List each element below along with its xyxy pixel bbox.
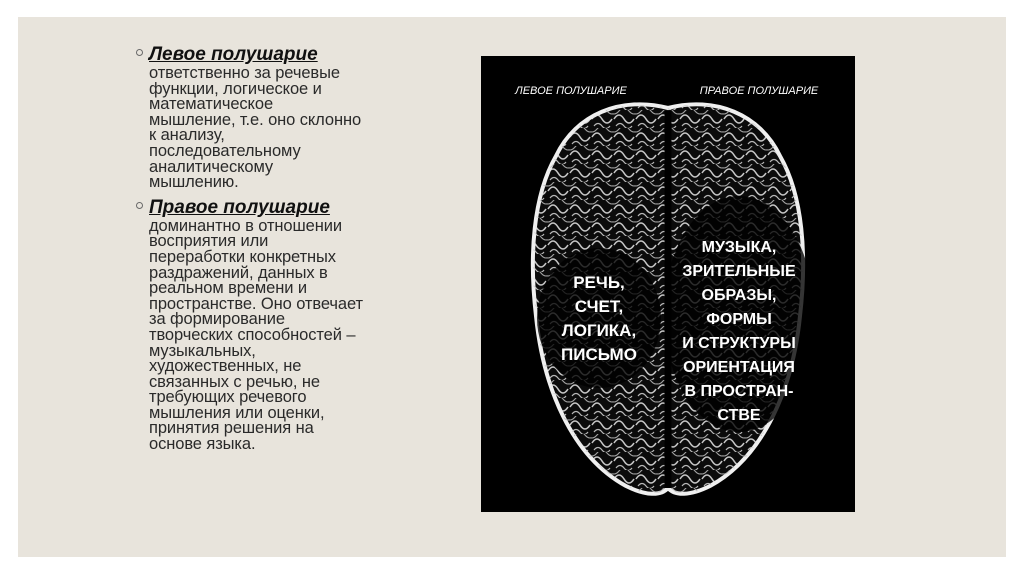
- left-function-line: РЕЧЬ,: [573, 273, 625, 292]
- bullet-line: раздражений, данных в: [149, 263, 328, 282]
- figure-left-heading: ЛЕВОЕ ПОЛУШАРИЕ: [515, 85, 627, 97]
- bullet-line: мышление, т.е. оно склонно: [149, 110, 362, 129]
- left-function-line: СЧЕТ,: [574, 297, 624, 316]
- right-function-line: И СТРУКТУРЫ: [682, 335, 796, 352]
- bullet-line: переработки конкретных: [149, 247, 336, 266]
- bullet-line: требующих речевого: [149, 388, 307, 407]
- slide: [18, 17, 1006, 557]
- right-function-line: ОРИЕНТАЦИЯ: [683, 359, 795, 376]
- left-function-line: ЛОГИКА,: [561, 321, 637, 340]
- bullet-title: Правое полушарие: [149, 196, 330, 218]
- bullet-line: мышления или оценки,: [149, 403, 325, 422]
- right-function-line: МУЗЫКА,: [701, 239, 777, 256]
- bullet-line: принятия решения на: [149, 419, 314, 438]
- bullet-circle-icon: [136, 202, 143, 209]
- bullet-line: восприятия или: [149, 232, 269, 251]
- bullet-line: мышлению.: [149, 173, 239, 192]
- right-function-line: В ПРОСТРАН-: [684, 383, 794, 400]
- bullet-line: последовательному: [149, 141, 301, 160]
- right-function-line: СТВЕ: [717, 407, 761, 424]
- bullet-line: основе языка.: [149, 435, 256, 454]
- bullet-line: музыкальных,: [149, 341, 256, 360]
- bullet-line: связанных с речью, не: [149, 372, 320, 391]
- bullet-line: доминантно в отношении: [149, 216, 342, 235]
- bullet-title: Левое полушарие: [149, 44, 318, 65]
- bullet-right-hemisphere: [136, 197, 456, 453]
- brain-hemispheres-figure: [481, 56, 855, 512]
- bullet-line: творческих способностей –: [149, 325, 356, 344]
- figure-right-heading: ПРАВОЕ ПОЛУШАРИЕ: [699, 85, 819, 97]
- bullet-line: математическое: [149, 95, 274, 114]
- bullet-left-hemisphere: [136, 44, 456, 191]
- left-label-backdrop: [537, 248, 661, 388]
- bullet-line: ответственно за речевые: [149, 64, 340, 82]
- bullet-line: за формирование: [149, 310, 285, 329]
- right-function-line: ЗРИТЕЛЬНЫЕ: [682, 263, 796, 280]
- bullet-line: к анализу,: [149, 126, 225, 145]
- bullet-line: аналитическому: [149, 157, 274, 176]
- bullet-line: художественных, не: [149, 357, 302, 376]
- right-function-line: ОБРАЗЫ,: [701, 287, 777, 304]
- brain-illustration: [481, 56, 855, 512]
- bullet-circle-icon: [136, 49, 143, 56]
- bullet-list: [136, 44, 456, 459]
- bullet-line: функции, логическое и: [149, 79, 322, 98]
- bullet-line: реальном времени и: [149, 279, 307, 298]
- right-function-line: ФОРМЫ: [706, 311, 772, 328]
- left-function-line: ПИСЬМО: [561, 345, 637, 364]
- bullet-line: пространстве. Оно отвечает: [149, 294, 363, 313]
